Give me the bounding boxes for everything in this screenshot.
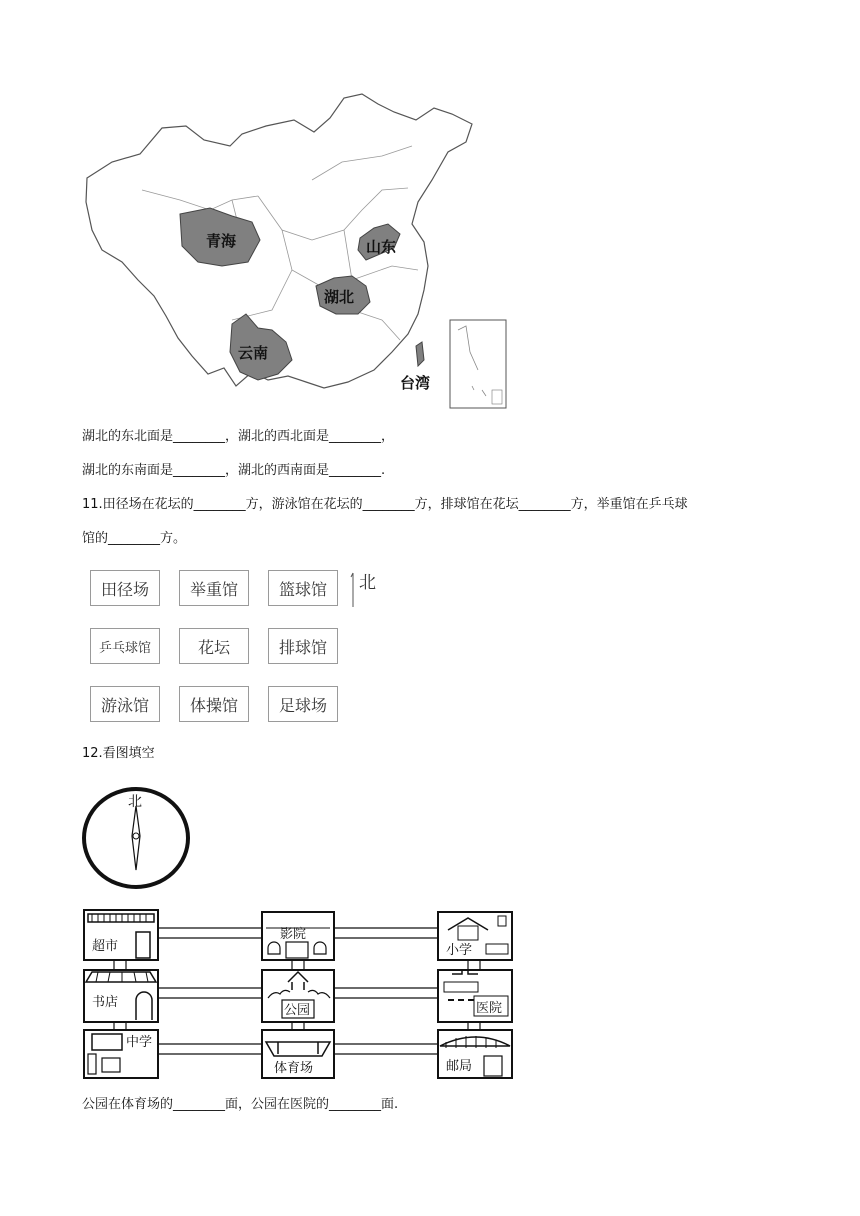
china-map-svg (82, 90, 512, 412)
building-hospital (438, 970, 512, 1022)
q10-line-2: 湖北的东南面是________，湖北的西南面是________. (82, 463, 386, 478)
building-bookstore (84, 970, 158, 1022)
q11-line-1: 11.田径场在花坛的________方，游泳馆在花坛的________方，排球馆在花坛________方，举重馆在乒乓球 (82, 497, 688, 512)
cell-r1c1: 花坛 (179, 628, 249, 664)
cell-r1c2: 排球馆 (268, 628, 338, 664)
label-yunnan: 云南 (238, 344, 269, 362)
label-hubei: 湖北 (324, 288, 355, 306)
north-indicator (350, 567, 380, 615)
china-map (82, 90, 512, 412)
cell-r2c1: 体操馆 (179, 686, 249, 722)
taiwan-region (416, 342, 424, 366)
street-map (82, 908, 516, 1084)
street-map-svg (82, 908, 516, 1080)
cell-r2c2: 足球场 (268, 686, 338, 722)
q12-question: 公园在体育场的________面，公园在医院的________面. (82, 1097, 399, 1112)
compass-north-label: 北 (128, 794, 142, 810)
label-shandong: 山东 (366, 238, 397, 256)
label-stadium: 体育场 (274, 1061, 314, 1076)
building-stadium (262, 1030, 334, 1078)
south-china-sea-inset (450, 320, 506, 408)
building-cinema (262, 912, 334, 960)
cell-r0c2: 篮球馆 (268, 570, 338, 606)
label-bookstore: 书店 (92, 995, 119, 1010)
cell-r2c0: 游泳馆 (90, 686, 160, 722)
q10-line-1: 湖北的东北面是________，湖北的西北面是________， (82, 429, 395, 444)
building-supermarket (84, 910, 158, 960)
q11-line-2: 馆的________方。 (82, 531, 187, 546)
cell-r0c1: 举重馆 (179, 570, 249, 606)
building-park (262, 970, 334, 1022)
label-cinema: 影院 (280, 927, 307, 942)
cell-r0c0: 田径场 (90, 570, 160, 606)
q12-title: 12.看图填空 (82, 746, 155, 761)
label-primary-school: 小学 (446, 943, 473, 958)
building-primary-school (438, 912, 512, 960)
label-hospital: 医院 (476, 1001, 503, 1016)
cell-r1c0: 乒乓球馆 (90, 628, 160, 664)
compass-icon (82, 786, 194, 892)
label-post-office: 邮局 (446, 1059, 473, 1074)
building-post-office (438, 1030, 512, 1078)
building-middle-school (84, 1030, 158, 1078)
label-qinghai: 青海 (206, 232, 237, 250)
north-label: 北 (359, 573, 376, 593)
compass (82, 786, 194, 896)
label-park: 公园 (284, 1003, 311, 1018)
label-taiwan: 台湾 (400, 374, 431, 392)
label-middle-school: 中学 (126, 1035, 153, 1050)
label-supermarket: 超市 (92, 939, 119, 954)
